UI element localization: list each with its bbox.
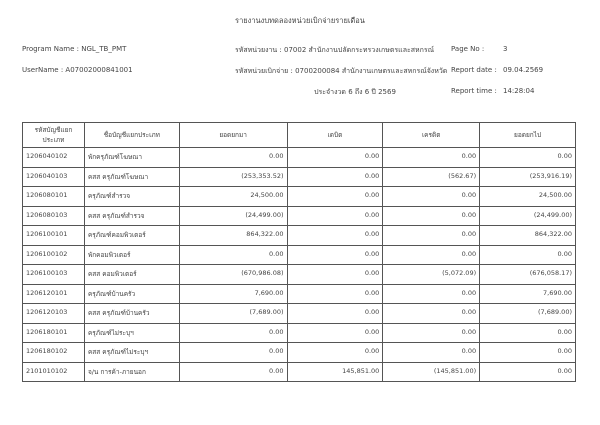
cell-credit: 0.00	[383, 343, 480, 363]
cell-opening-balance: 7,690.00	[179, 284, 287, 304]
cell-account-code: 2101010102	[23, 362, 85, 382]
table-row	[23, 343, 576, 363]
user-name: UserName : A07002000841001	[22, 66, 133, 74]
cell-account-code: 1206120101	[23, 284, 85, 304]
table-row	[23, 304, 576, 324]
table-row	[23, 206, 576, 226]
cell-opening-balance: 0.00	[179, 323, 287, 343]
table-row	[23, 148, 576, 168]
disbursement-unit: รหัสหน่วยเบิกจ่าย : 0700200084 สำนักงานเกษตรและสหกรณ์จังหวัด	[235, 67, 448, 75]
table-row	[23, 167, 576, 187]
cell-opening-balance: (253,353.52)	[179, 167, 287, 187]
cell-account-code: 1206100103	[23, 265, 85, 285]
cell-account-name: คสส ครุภัณฑ์โฆษณา	[84, 167, 179, 187]
report-period: ประจำงวด 6 ถึง 6 ปี 2569	[314, 88, 396, 96]
cell-opening-balance: 0.00	[179, 245, 287, 265]
cell-closing-balance: 0.00	[480, 245, 576, 265]
cell-closing-balance: (7,689.00)	[480, 304, 576, 324]
cell-debit: 0.00	[287, 343, 383, 363]
col-header-debit: เดบิต	[287, 123, 383, 148]
table-row	[23, 323, 576, 343]
report-title: รายงานงบทดลองหน่วยเบิกจ่ายรายเดือน	[235, 16, 365, 25]
cell-debit: 0.00	[287, 187, 383, 207]
cell-debit: 0.00	[287, 245, 383, 265]
cell-account-code: 1206180102	[23, 343, 85, 363]
cell-account-name: ครุภัณฑ์สำรวจ	[84, 187, 179, 207]
cell-account-name: จ/น การค้า-ภายนอก	[84, 362, 179, 382]
col-header-credit: เครดิต	[383, 123, 480, 148]
cell-account-name: ครุภัณฑ์บ้านครัว	[84, 284, 179, 304]
page-no-value: 3	[503, 45, 508, 53]
cell-closing-balance: 0.00	[480, 343, 576, 363]
cell-credit: 0.00	[383, 323, 480, 343]
cell-closing-balance: (24,499.00)	[480, 206, 576, 226]
cell-opening-balance: (7,689.00)	[179, 304, 287, 324]
cell-account-code: 1206080103	[23, 206, 85, 226]
cell-opening-balance: 0.00	[179, 148, 287, 168]
cell-closing-balance: 0.00	[480, 148, 576, 168]
cell-opening-balance: 0.00	[179, 362, 287, 382]
cell-credit: (145,851.00)	[383, 362, 480, 382]
cell-debit: 0.00	[287, 284, 383, 304]
report-time-label: Report time :	[451, 87, 497, 95]
col-header-closing-balance: ยอดยกไป	[480, 123, 576, 148]
cell-debit: 145,851.00	[287, 362, 383, 382]
cell-debit: 0.00	[287, 226, 383, 246]
unit-code: รหัสหน่วยงาน : 07002 สำนักงานปลัดกระทรวงเกษตรและสหกรณ์	[235, 46, 435, 54]
cell-debit: 0.00	[287, 148, 383, 168]
cell-debit: 0.00	[287, 304, 383, 324]
cell-account-name: คสส ครุภัณฑ์ไม่ระบุฯ	[84, 343, 179, 363]
cell-account-name: คสส ครุภัณฑ์บ้านครัว	[84, 304, 179, 324]
table-row	[23, 265, 576, 285]
table-row	[23, 284, 576, 304]
cell-account-code: 1206040102	[23, 148, 85, 168]
cell-credit: 0.00	[383, 284, 480, 304]
table-header-row	[23, 123, 576, 148]
cell-credit: 0.00	[383, 304, 480, 324]
cell-closing-balance: (253,916.19)	[480, 167, 576, 187]
cell-debit: 0.00	[287, 167, 383, 187]
cell-opening-balance: (670,986.08)	[179, 265, 287, 285]
cell-account-code: 1206100101	[23, 226, 85, 246]
cell-closing-balance: (676,058.17)	[480, 265, 576, 285]
cell-closing-balance: 0.00	[480, 323, 576, 343]
cell-opening-balance: 0.00	[179, 343, 287, 363]
cell-account-name: ครุภัณฑ์คอมพิวเตอร์	[84, 226, 179, 246]
cell-debit: 0.00	[287, 206, 383, 226]
table-row	[23, 245, 576, 265]
cell-credit: 0.00	[383, 187, 480, 207]
cell-closing-balance: 24,500.00	[480, 187, 576, 207]
table-row	[23, 362, 576, 382]
report-time-value: 14:28:04	[503, 87, 535, 95]
page-no-label: Page No :	[451, 45, 485, 53]
report-date-label: Report date :	[451, 66, 497, 74]
col-header-opening-balance: ยอดยกมา	[179, 123, 287, 148]
cell-account-code: 1206080101	[23, 187, 85, 207]
table-row	[23, 226, 576, 246]
cell-credit: (562.67)	[383, 167, 480, 187]
col-header-account-name: ชื่อบัญชีแยกประเภท	[84, 123, 179, 148]
cell-account-code: 1206100102	[23, 245, 85, 265]
cell-closing-balance: 7,690.00	[480, 284, 576, 304]
report-date-value: 09.04.2569	[503, 66, 544, 74]
cell-credit: 0.00	[383, 206, 480, 226]
col-header-account-code: รหัสบัญชีแยกประเภท	[23, 123, 85, 148]
cell-debit: 0.00	[287, 265, 383, 285]
cell-opening-balance: (24,499.00)	[179, 206, 287, 226]
cell-credit: (5,072.09)	[383, 265, 480, 285]
cell-account-code: 1206120103	[23, 304, 85, 324]
program-name: Program Name : NGL_TB_PMT	[22, 45, 127, 53]
cell-account-name: พักคอมพิวเตอร์	[84, 245, 179, 265]
cell-opening-balance: 864,322.00	[179, 226, 287, 246]
cell-account-name: พักครุภัณฑ์โฆษณา	[84, 148, 179, 168]
cell-credit: 0.00	[383, 148, 480, 168]
cell-account-name: คสส ครุภัณฑ์สำรวจ	[84, 206, 179, 226]
cell-account-name: ครุภัณฑ์ไม่ระบุฯ	[84, 323, 179, 343]
cell-closing-balance: 864,322.00	[480, 226, 576, 246]
cell-closing-balance: 0.00	[480, 362, 576, 382]
cell-credit: 0.00	[383, 226, 480, 246]
trial-balance-table	[22, 122, 576, 382]
table-body	[23, 148, 576, 382]
cell-account-code: 1206040103	[23, 167, 85, 187]
cell-account-code: 1206180101	[23, 323, 85, 343]
cell-account-name: คสส คอมพิวเตอร์	[84, 265, 179, 285]
cell-debit: 0.00	[287, 323, 383, 343]
cell-opening-balance: 24,500.00	[179, 187, 287, 207]
table-row	[23, 187, 576, 207]
cell-credit: 0.00	[383, 245, 480, 265]
